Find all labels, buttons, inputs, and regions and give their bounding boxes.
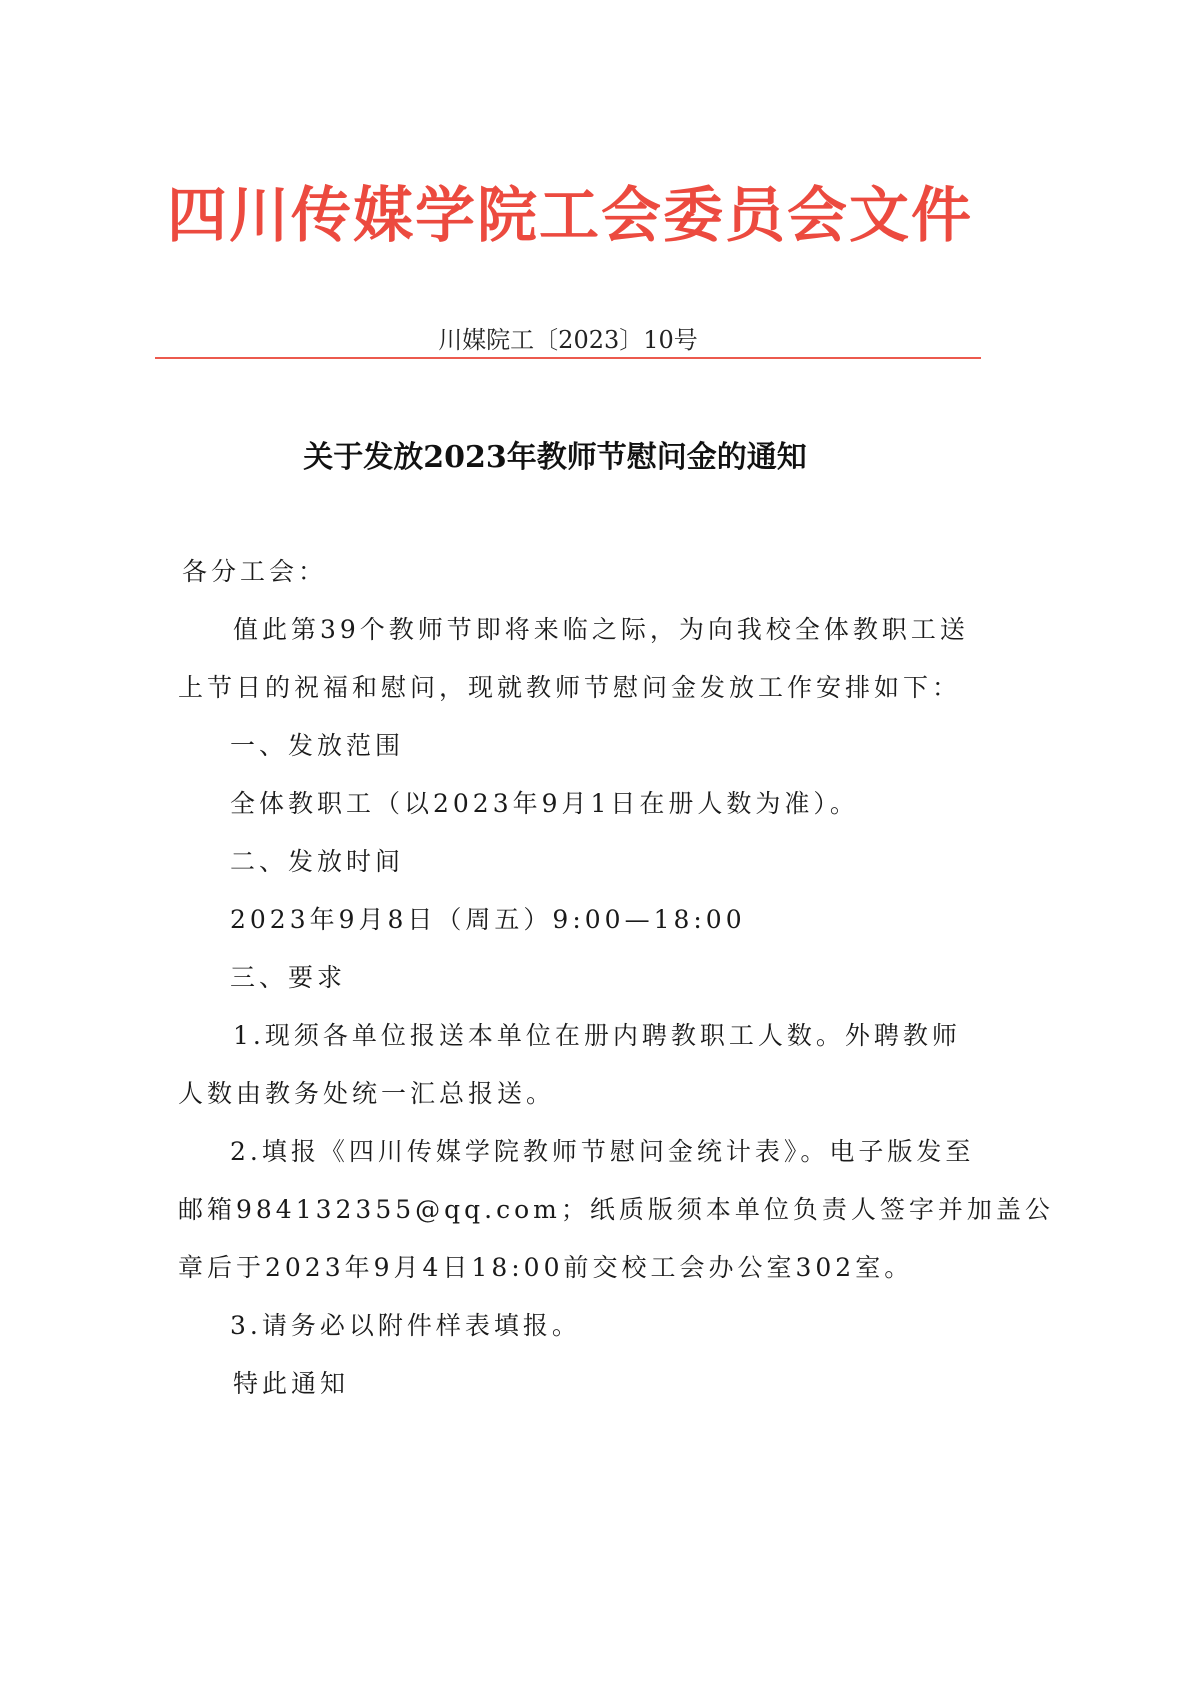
body-line: 2.填报《四川传媒学院教师节慰问金统计表》。电子版发至 [230,1137,975,1166]
section-heading: 三、要求 [230,963,347,992]
document-number: 川媒院工〔2023〕10号 [438,326,698,354]
body-line: 人数由教务处统一汇总报送。 [178,1079,556,1108]
section-heading: 二、发放时间 [230,847,405,876]
body-line: 全体教职工（以2023年9月1日在册人数为准）。 [230,789,859,818]
notice-title: 关于发放2023年教师节慰问金的通知 [303,440,807,475]
closing-line: 特此通知 [233,1369,350,1398]
body-line: 2023年9月8日（周五）9:00—18:00 [230,905,746,934]
header-divider [155,357,981,359]
body-line: 值此第39个教师节即将来临之际，为向我校全体教职工送 [233,615,969,644]
section-heading: 一、发放范围 [230,731,405,760]
org-header-title: 四川传媒学院工会委员会文件 [167,181,973,251]
body-line: 章后于2023年9月4日18:00前交校工会办公室302室。 [178,1253,914,1282]
body-line: 3.请务必以附件样表填报。 [230,1311,581,1340]
salutation: 各分工会： [182,557,328,586]
body-line: 1.现须各单位报送本单位在册内聘教职工人数。外聘教师 [233,1021,961,1050]
body-line: 上节日的祝福和慰问，现就教师节慰问金发放工作安排如下： [178,673,962,702]
body-line: 邮箱984132355@qq.com；纸质版须本单位负责人签字并加盖公 [178,1195,1054,1224]
